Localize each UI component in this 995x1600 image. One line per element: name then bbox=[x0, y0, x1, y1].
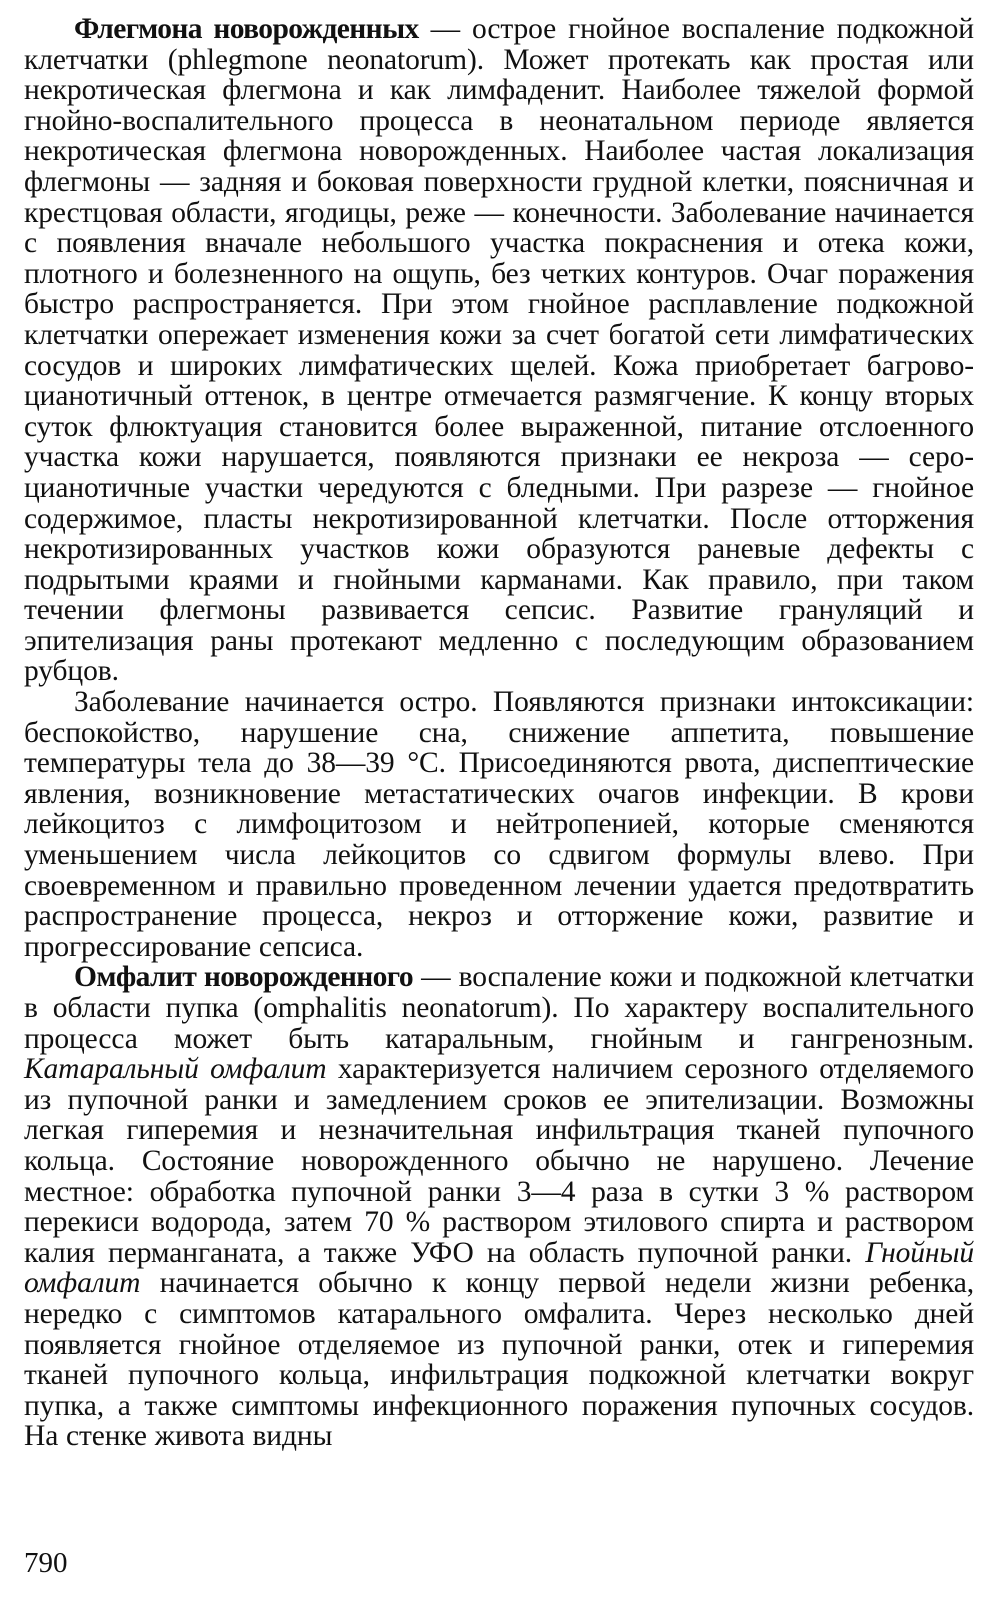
paragraph-onset-text: Заболевание начинается остро. Появляются признаки интоксикации: беспокойство, нарушение сна, снижение аппетита, повышение температуры тела до 38—39 °С. Присоединяются рвота, диспептические явления, возникновение метастатических очагов инфекции. В крови лейкоцитоз с лимфоцитозом и нейтропенией, которые сменяются уменьшением числа лейкоцитов со сдвигом формулы влево. При своевременном и правильно проведенном лечении удается предотвратить распространение процесса, некроз и отторжение кожи, развитие и прогрессирование сепсиса. bbox=[24, 686, 974, 963]
paragraph-phlegmon bbox=[24, 14, 974, 687]
paragraph-omphalitis-text-c: начинается обычно к концу первой недели жизни ребенка, нередко с симптомов катарального омфалита. Через несколько дней появляется гнойное отделяемое из пупочной ранки, отек и гиперемия тканей пупочного кольца, инфильтрация подкожной клетчатки вокруг пупка, а также симптомы инфекционного поражения пупочных сосудов. На стенке живота видны bbox=[24, 1267, 974, 1453]
paragraph-phlegmon-text: — острое гнойное воспаление подкожной клетчатки (phlegmone neonatorum). Может протекать как простая или некротическая флегмона и как лимфаденит. Наиболее тяжелой формой гнойно-воспалительного процесса в неонатальном периоде является некротическая флегмона новорожденных. Наиболее частая локализация флегмоны — задняя и боковая поверхности грудной клетки, поясничная и крестцовая области, ягодицы, реже — конечности. Заболевание начинается с появления вначале небольшого участка покраснения и отека кожи, плотного и болезненного на ощупь, без четких контуров. Очаг поражения быстро распространяется. При этом гнойное расплавление подкожной клетчатки опережает изменения кожи за счет богатой сети лимфатических сосудов и широких лимфатических щелей. Кожа приобретает багрово-цианотичный оттенок, в центре отмечается размягчение. К концу вторых суток флюктуация становится более выраженной, питание отслоенного участка кожи нарушается, появляются признаки ее некроза — серо-цианотичные участки чередуются с бледными. При разрезе — гнойное содержимое, пласты некротизированной клетчатки. После отторжения некротизированных участков кожи образуются раневые дефекты с подрытыми краями и гнойными карманами. Как правило, при таком течении флегмоны развивается сепсис. Развитие грануляций и эпителизация раны протекают медленно с последующим образованием рубцов. bbox=[24, 13, 974, 688]
paragraph-omphalitis bbox=[24, 962, 974, 1452]
page-number: 790 bbox=[24, 1547, 68, 1579]
paragraph-omphalitis-text-b: характеризуется наличием серозного отделяемого из пупочной ранки и замедлением сроков ее эпителизации. Возможны легкая гиперемия и незначительная инфильтрация тканей пупочного кольца. Состояние новорожденного обычно не нарушено. Лечение местное: обработка пупочной ранки 3—4 раза в сутки 3 % раствором перекиси водорода, затем 70 % раствором этилового спирта и раствором калия перманганата, а также УФО на область пупочной ранки. bbox=[24, 1053, 974, 1269]
term-phlegmon: Флегмона новорожденных bbox=[74, 13, 419, 45]
term-omphalitis: Омфалит новорожденного bbox=[74, 961, 413, 994]
paragraph-onset bbox=[24, 687, 974, 962]
paragraph-omphalitis-text-a: — воспаление кожи и подкожной клетчатки в области пупка (omphalitis neonatorum). По характеру воспалительного процесса может быть катаральным, гнойным и гангренозным. bbox=[24, 961, 975, 1055]
page-body bbox=[24, 14, 974, 1452]
term-purulent-omphalitis: Гнойный омфалит bbox=[24, 1236, 974, 1300]
term-catarrhal-omphalitis: Катаральный омфалит bbox=[24, 1053, 327, 1086]
